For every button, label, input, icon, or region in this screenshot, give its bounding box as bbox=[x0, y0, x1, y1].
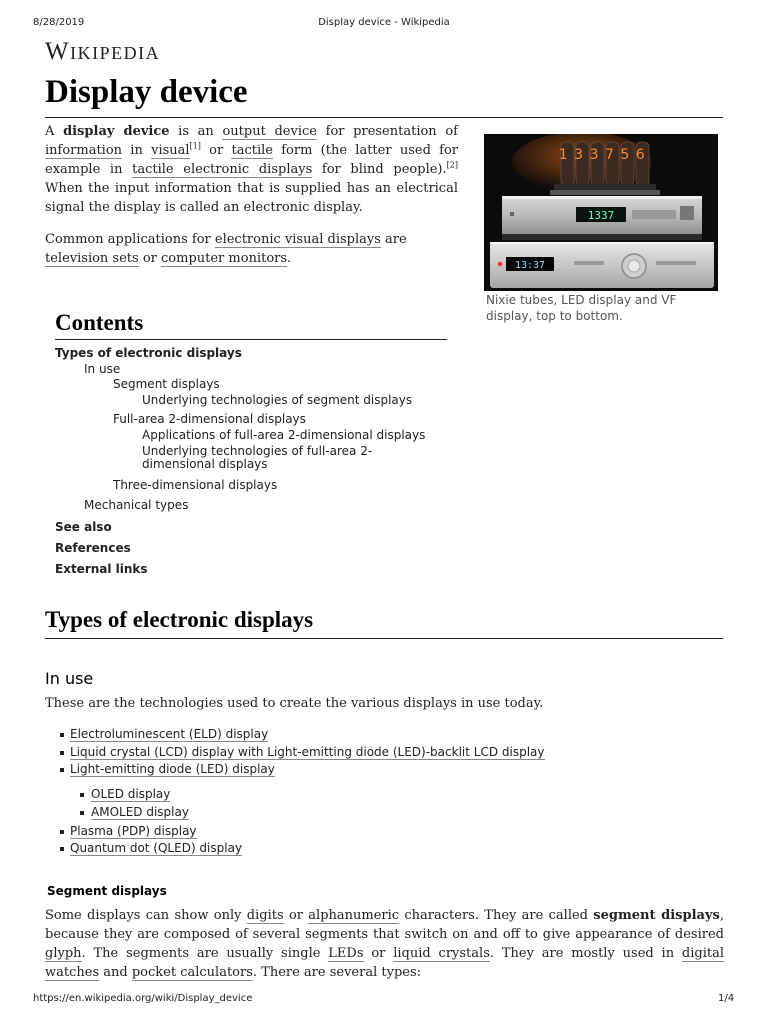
vfd-device bbox=[502, 196, 702, 240]
toc-item-full-area-technologies[interactable]: Underlying technologies of full-area 2-dimensional displays bbox=[142, 444, 373, 471]
infobox-caption: Nixie tubes, LED display and VF display, top to bottom. bbox=[486, 293, 677, 323]
toc-item-types[interactable]: Types of electronic displays bbox=[55, 346, 242, 360]
toc-item-mechanical[interactable]: Mechanical types bbox=[84, 498, 189, 512]
vfd-readout: 1337 bbox=[587, 209, 615, 222]
list-item-led bbox=[70, 762, 275, 776]
title-underline bbox=[45, 117, 723, 118]
print-url: https://en.wikipedia.org/wiki/Display_device bbox=[33, 993, 253, 1004]
link-plasma[interactable]: Plasma (PDP) display bbox=[70, 824, 197, 838]
toc-title: Contents bbox=[55, 310, 144, 335]
link-liquid-crystals[interactable]: liquid crystals bbox=[393, 946, 490, 961]
bold-term: segment displays bbox=[593, 908, 720, 923]
toc-item-segment-displays[interactable]: Segment displays bbox=[113, 377, 220, 391]
toc-item-references[interactable]: References bbox=[55, 541, 131, 555]
link-tactile-electronic-displays[interactable]: tactile electronic displays bbox=[132, 162, 313, 177]
wikipedia-wordmark[interactable]: Wikipedia bbox=[45, 38, 161, 65]
bullet-marker bbox=[80, 811, 84, 815]
print-page-number: 1/4 bbox=[718, 993, 735, 1004]
led-device bbox=[490, 242, 714, 288]
intro-paragraph-1: A display device is an output device for presentation of information in visual[1] or tactile form (the latter used for example in tactile electronic displays for blind people).[2] When the input information that is supplied has an electrical signal the display is called an electronic display. bbox=[45, 124, 458, 215]
reference-1[interactable]: [1] bbox=[189, 141, 201, 151]
link-leds[interactable]: LEDs bbox=[328, 946, 364, 961]
segment-paragraph: Some displays can show only digits or alphanumeric characters. They are called segment displays, because they are composed of several segments that switch on and off to give appearance of desired glyph. The segments are usually single LEDs or liquid crystals. They are mostly used in digital watches and pocket calculators. There are several types: bbox=[45, 908, 725, 980]
toc-item-segment-technologies[interactable]: Underlying technologies of segment displays bbox=[142, 393, 413, 407]
list-item-eld bbox=[70, 727, 268, 741]
display-photo bbox=[484, 134, 718, 291]
bullet-marker bbox=[60, 830, 64, 834]
list-item-oled bbox=[91, 787, 170, 801]
section-underline bbox=[45, 638, 723, 639]
subsection-heading-in-use: In use bbox=[45, 669, 94, 688]
link-pocket-calculators[interactable]: pocket calculators bbox=[131, 965, 253, 980]
toc-item-in-use[interactable]: In use bbox=[84, 362, 121, 376]
print-title: Display device - Wikipedia bbox=[318, 17, 450, 28]
link-television-sets[interactable]: television sets bbox=[45, 251, 139, 266]
toc-item-see-also[interactable]: See also bbox=[55, 520, 112, 534]
link-oled[interactable]: OLED display bbox=[91, 787, 171, 801]
page-title: Display device bbox=[45, 74, 248, 110]
link-output-device[interactable]: output device bbox=[222, 124, 317, 139]
link-information[interactable]: information bbox=[45, 143, 123, 158]
print-date: 8/28/2019 bbox=[33, 17, 85, 28]
link-qled[interactable]: Quantum dot (QLED) display bbox=[70, 841, 243, 855]
link-digital-watches[interactable]: digital watches bbox=[45, 946, 725, 980]
link-tactile[interactable]: tactile bbox=[231, 143, 273, 158]
link-eld[interactable]: Electroluminescent (ELD) display bbox=[70, 727, 269, 741]
toc-item-external-links[interactable]: External links bbox=[55, 562, 148, 576]
toc-item-full-area-applications[interactable]: Applications of full-area 2-dimensional displays bbox=[142, 428, 426, 442]
toc-item-three-dimensional[interactable]: Three-dimensional displays bbox=[113, 478, 278, 492]
list-item-lcd bbox=[70, 745, 545, 759]
reference-2[interactable]: [2] bbox=[446, 160, 458, 170]
bullet-marker bbox=[60, 847, 64, 851]
link-visual[interactable]: visual bbox=[151, 143, 190, 158]
toc-item-full-area[interactable]: Full-area 2-dimensional displays bbox=[113, 412, 306, 426]
bullet-marker bbox=[60, 733, 64, 737]
list-item-qled bbox=[70, 841, 242, 855]
link-amoled[interactable]: AMOLED display bbox=[91, 805, 189, 819]
bullet-marker bbox=[60, 768, 64, 772]
list-item-amoled bbox=[91, 805, 189, 819]
led-readout: 13:37 bbox=[514, 260, 546, 271]
link-glyph[interactable]: glyph bbox=[45, 946, 82, 961]
list-item-plasma bbox=[70, 824, 197, 838]
bullet-marker bbox=[60, 751, 64, 755]
bold-term: display device bbox=[63, 124, 170, 139]
subsection-heading-segment: Segment displays bbox=[47, 884, 167, 898]
in-use-intro: These are the technologies used to create the various displays in use today. bbox=[45, 696, 544, 711]
link-computer-monitors[interactable]: computer monitors bbox=[161, 251, 288, 266]
bullet-marker bbox=[80, 793, 84, 797]
section-heading-types: Types of electronic displays bbox=[45, 607, 314, 632]
toc-divider bbox=[55, 339, 447, 340]
link-digits[interactable]: digits bbox=[246, 908, 284, 923]
link-alphanumeric[interactable]: alphanumeric bbox=[308, 908, 400, 923]
link-led[interactable]: Light-emitting diode (LED) display bbox=[70, 762, 275, 776]
infobox-image[interactable] bbox=[484, 134, 718, 291]
intro-paragraph-2: Common applications for electronic visual displays are television sets or computer monitors. bbox=[45, 232, 407, 266]
link-electronic-visual-displays[interactable]: electronic visual displays bbox=[214, 232, 381, 247]
link-lcd[interactable]: Liquid crystal (LCD) display with Light-emitting diode (LED)-backlit LCD display bbox=[70, 745, 545, 759]
nixie-digits: 133756 bbox=[558, 147, 652, 163]
